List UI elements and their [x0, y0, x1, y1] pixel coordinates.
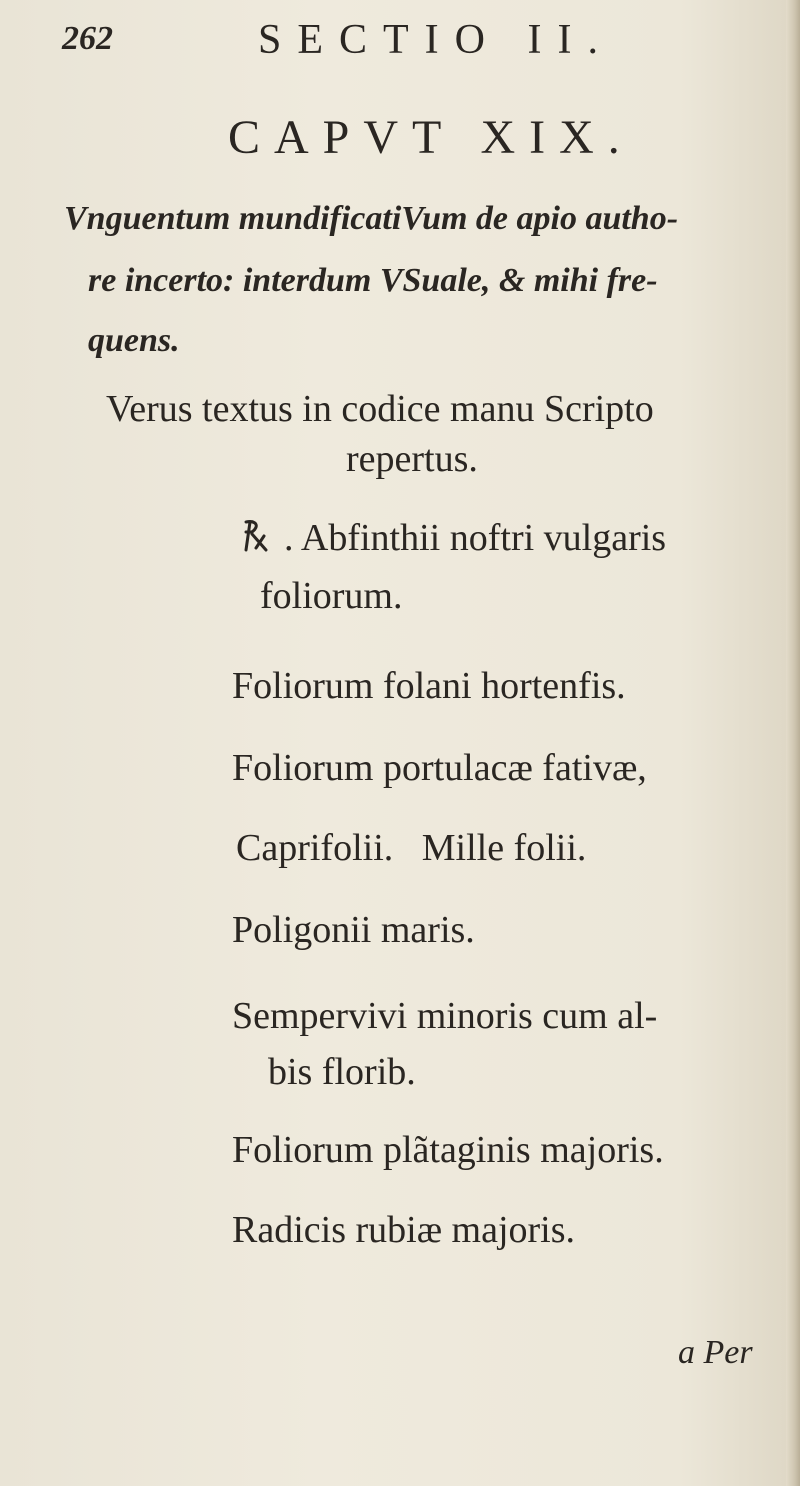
ingredient-line-3: Caprifolii. Mille folii.	[236, 827, 587, 869]
chapter-title-line-3: quens.	[88, 322, 180, 359]
chapter-heading: CAPVT XIX.	[228, 111, 634, 164]
ingredient-line-2: Foliorum portulacæ fativæ,	[232, 747, 647, 789]
chapter-title-line-2: re incerto: interdum VSuale, & mihi fre-	[88, 262, 658, 299]
ingredient-line-1: Foliorum folani hortenfis.	[232, 665, 626, 707]
catchword: a Per	[678, 1334, 753, 1371]
page-number: 262	[62, 20, 113, 57]
running-head: SECTIO II.	[258, 17, 614, 63]
page-edge	[786, 0, 800, 1486]
recipe-line-1-text: . Abfinthii noftri vulgaris	[284, 517, 667, 559]
verus-line-2: repertus.	[346, 438, 478, 480]
ingredient-line-6: bis florib.	[268, 1051, 416, 1093]
ingredient-line-4: Poligonii maris.	[232, 909, 475, 951]
recipe-line-1	[236, 516, 666, 560]
chapter-title-line-1: Vnguentum mundificatiVum de apio autho-	[64, 200, 679, 237]
ingredient-line-8: Radicis rubiæ majoris.	[232, 1209, 576, 1251]
recipe-line-2: foliorum.	[260, 575, 403, 617]
recipe-rx-icon	[236, 518, 274, 554]
ingredient-line-5: Sempervivi minoris cum al-	[232, 995, 658, 1037]
verus-line-1: Verus textus in codice manu Scripto	[106, 388, 654, 430]
ingredient-line-7: Foliorum plãtaginis majoris.	[232, 1129, 664, 1171]
